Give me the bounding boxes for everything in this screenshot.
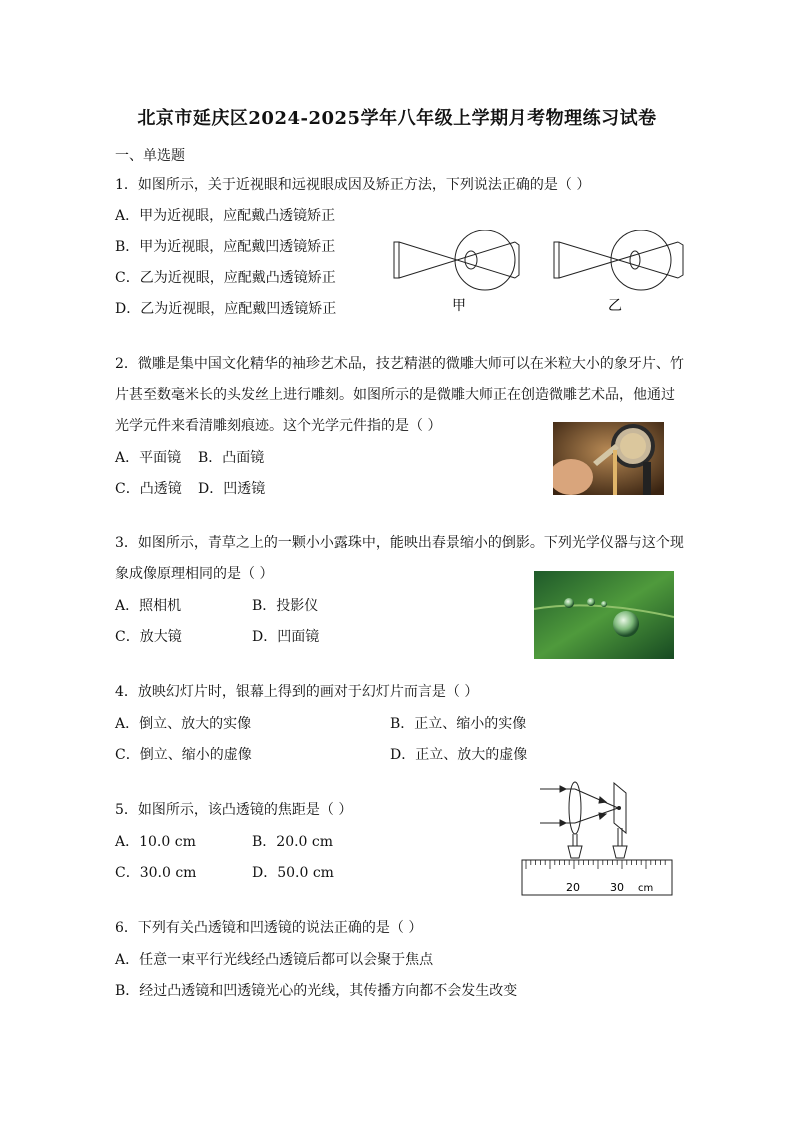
ruler-label-20: 20 bbox=[566, 881, 580, 894]
q2-line-2: 片甚至数毫米长的头发丝上进行雕刻。如图所示的是微雕大师正在创造微雕艺术品，他通过 bbox=[115, 387, 675, 403]
micro-carving-photo bbox=[553, 422, 664, 495]
section-heading: 一、单选题 bbox=[115, 148, 185, 164]
q4-option-b: B．正立、缩小的实像 bbox=[390, 716, 527, 732]
focal-point bbox=[617, 806, 621, 810]
q2-line-1: 2．微雕是集中国文化精华的袖珍艺术品，技艺精湛的微雕大师可以在米粒大小的象牙片、竹 bbox=[115, 356, 684, 372]
q1-option-c: C．乙为近视眼，应配戴凸透镜矫正 bbox=[115, 270, 336, 286]
q5-option-c: C．30.0 cm bbox=[115, 865, 197, 881]
q1-option-d: D．乙为近视眼，应配戴凹透镜矫正 bbox=[115, 301, 337, 317]
q3-option-a: A．照相机 bbox=[115, 598, 182, 614]
ruler-label-30: 30 bbox=[610, 881, 624, 894]
q2-option-d: D．凹透镜 bbox=[198, 481, 266, 497]
q5-option-b: B．20.0 cm bbox=[252, 834, 334, 850]
ruler-ticks bbox=[526, 860, 665, 869]
q3-line-2: 象成像原理相同的是（ ） bbox=[115, 566, 274, 582]
eye-diagram-yi bbox=[554, 230, 683, 290]
q1-option-a: A．甲为近视眼，应配戴凸透镜矫正 bbox=[115, 208, 336, 224]
q6-option-b: B．经过凸透镜和凹透镜光心的光线，其传播方向都不会发生改变 bbox=[115, 983, 518, 999]
q5-option-d: D．50.0 cm bbox=[252, 865, 334, 881]
q4-option-a: A．倒立、放大的实像 bbox=[115, 716, 252, 732]
q1-eye-diagram bbox=[390, 230, 700, 320]
ruler-unit: cm bbox=[638, 883, 654, 894]
q2-option-b: B．凸面镜 bbox=[198, 450, 265, 466]
light-rays bbox=[540, 786, 618, 826]
q2-line-3: 光学元件来看清雕刻痕迹。这个光学元件指的是（ ） bbox=[115, 418, 442, 434]
q1-stem: 1．如图所示，关于近视眼和远视眼成因及矫正方法，下列说法正确的是（ ） bbox=[115, 177, 591, 193]
q5-lens-ruler-diagram bbox=[520, 778, 675, 898]
fig-label-yi: 乙 bbox=[608, 298, 622, 314]
q6-stem: 6．下列有关凸透镜和凹透镜的说法正确的是（ ） bbox=[115, 920, 423, 936]
q2-option-c: C．凸透镜 bbox=[115, 481, 182, 497]
q5-stem: 5．如图所示，该凸透镜的焦距是（ ） bbox=[115, 802, 353, 818]
q3-option-c: C．放大镜 bbox=[115, 629, 182, 645]
q6-option-a: A．任意一束平行光线经凸透镜后都可以会聚于焦点 bbox=[115, 952, 434, 968]
q2-option-a: A．平面镜 bbox=[115, 450, 182, 466]
q4-option-d: D．正立、放大的虚像 bbox=[390, 747, 528, 763]
convex-lens bbox=[569, 782, 581, 834]
q5-option-a: A．10.0 cm bbox=[115, 834, 196, 850]
q3-line-1: 3．如图所示，青草之上的一颗小小露珠中，能映出春景缩小的倒影。下列光学仪器与这个现 bbox=[115, 535, 684, 551]
q4-stem: 4．放映幻灯片时，银幕上得到的画对于幻灯片而言是（ ） bbox=[115, 684, 479, 700]
q4-option-c: C．倒立、缩小的虚像 bbox=[115, 747, 252, 763]
q1-option-b: B．甲为近视眼，应配戴凹透镜矫正 bbox=[115, 239, 336, 255]
fig-label-jia: 甲 bbox=[452, 298, 466, 314]
q3-option-b: B．投影仪 bbox=[252, 598, 319, 614]
dewdrop-photo bbox=[534, 571, 674, 659]
page-title: 北京市延庆区2024-2025学年八年级上学期月考物理练习试卷 bbox=[137, 108, 657, 129]
eye-diagram-jia bbox=[394, 230, 519, 290]
q3-option-d: D．凹面镜 bbox=[252, 629, 320, 645]
